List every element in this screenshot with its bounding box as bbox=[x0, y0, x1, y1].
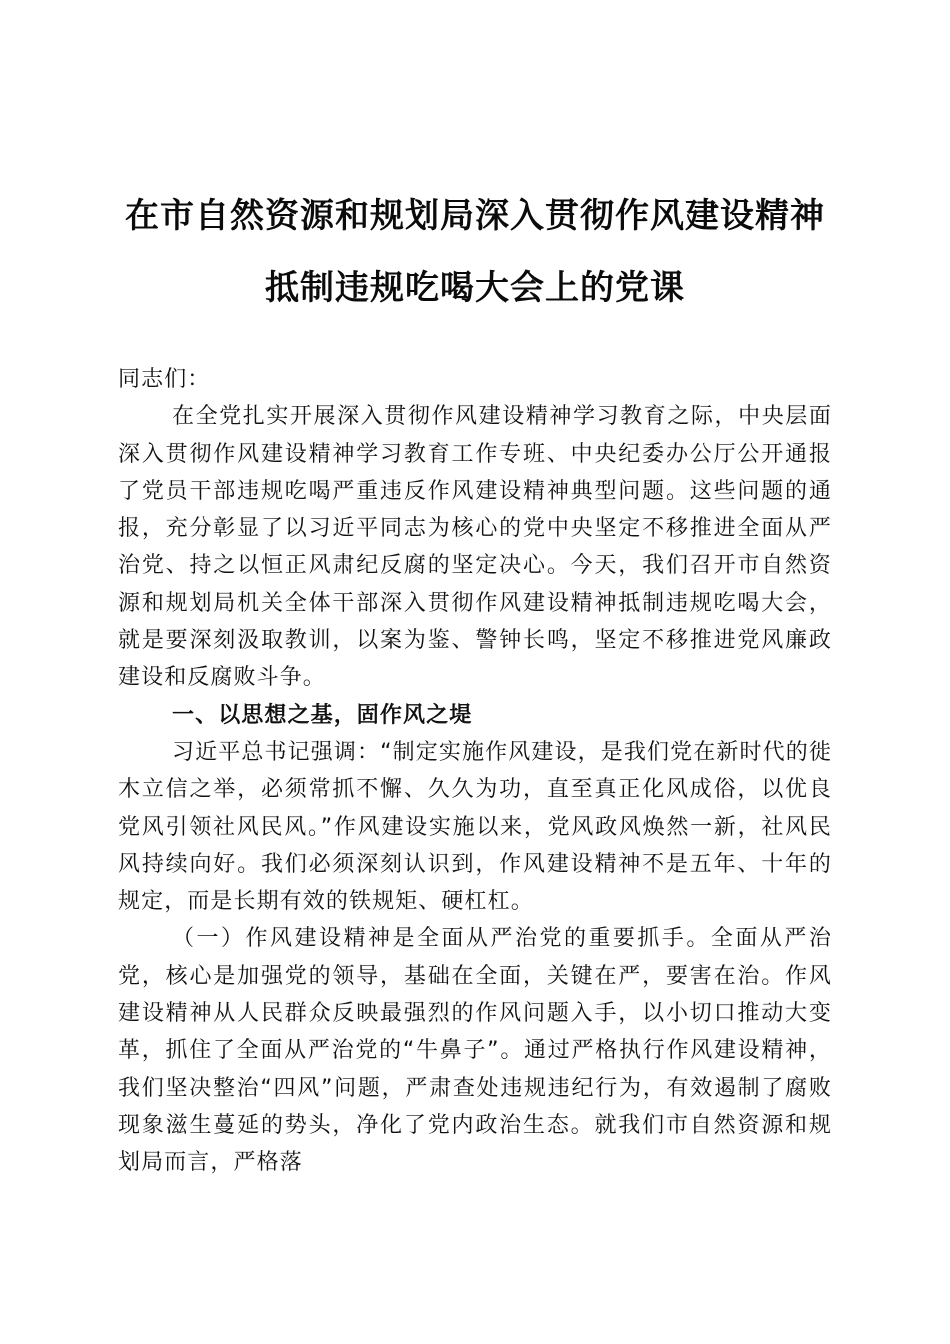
salutation: 同志们： bbox=[118, 367, 211, 392]
intro-paragraph: 在全党扎实开展深入贯彻作风建设精神学习教育之际，中央层面深入贯彻作风建设精神学习教育工作专班、中央纪委办公厅公开通报了党员干部违规吃喝严重违反作风建设精神典型问题。这些问题的通报，充分彰显了以习近平同志为核心的党中央坚定不移推进全面从严治党、持之以恒正风肃纪反腐的坚定决心。今天，我们召开市自然资源和规划局机关全体干部深入贯彻作风建设精神抵制违规吃喝大会，就是要深刻汲取教训，以案为鉴、警钟长鸣，坚定不移推进党风廉政建设和反腐败斗争。 bbox=[118, 404, 832, 691]
document-body bbox=[118, 361, 832, 1182]
document-title-line-1: 在市自然资源和规划局深入贯彻作风建设精神 bbox=[125, 196, 825, 236]
section-1-paragraph-2: （一）作风建设精神是全面从严治党的重要抓手。全面从严治党，核心是加强党的领导，基础在全面，关键在严，要害在治。作风建设精神从人民群众反映最强烈的作风问题入手，以小切口推动大变革，抓住了全面从严治党的“牛鼻子”。通过严格执行作风建设精神，我们坚决整治“四风”问题，严肃查处违规违纪行为，有效遏制了腐败现象滋生蔓延的势头，净化了党内政治生态。就我们市自然资源和规划局而言，严格落 bbox=[118, 926, 832, 1176]
section-1-paragraph-1: 习近平总书记强调：“制定实施作风建设，是我们党在新时代的徙木立信之举，必须常抓不懈、久久为功，直至真正化风成俗，以优良党风引领社风民风。”作风建设实施以来，党风政风焕然一新，社风民风持续向好。我们必须深刻认识到，作风建设精神不是五年、十年的规定，而是长期有效的铁规矩、硬杠杠。 bbox=[118, 739, 832, 915]
document-title-line-2: 抵制违规吃喝大会上的党课 bbox=[265, 268, 685, 308]
section-heading-1: 一、以思想之基，固作风之堤 bbox=[172, 702, 473, 728]
